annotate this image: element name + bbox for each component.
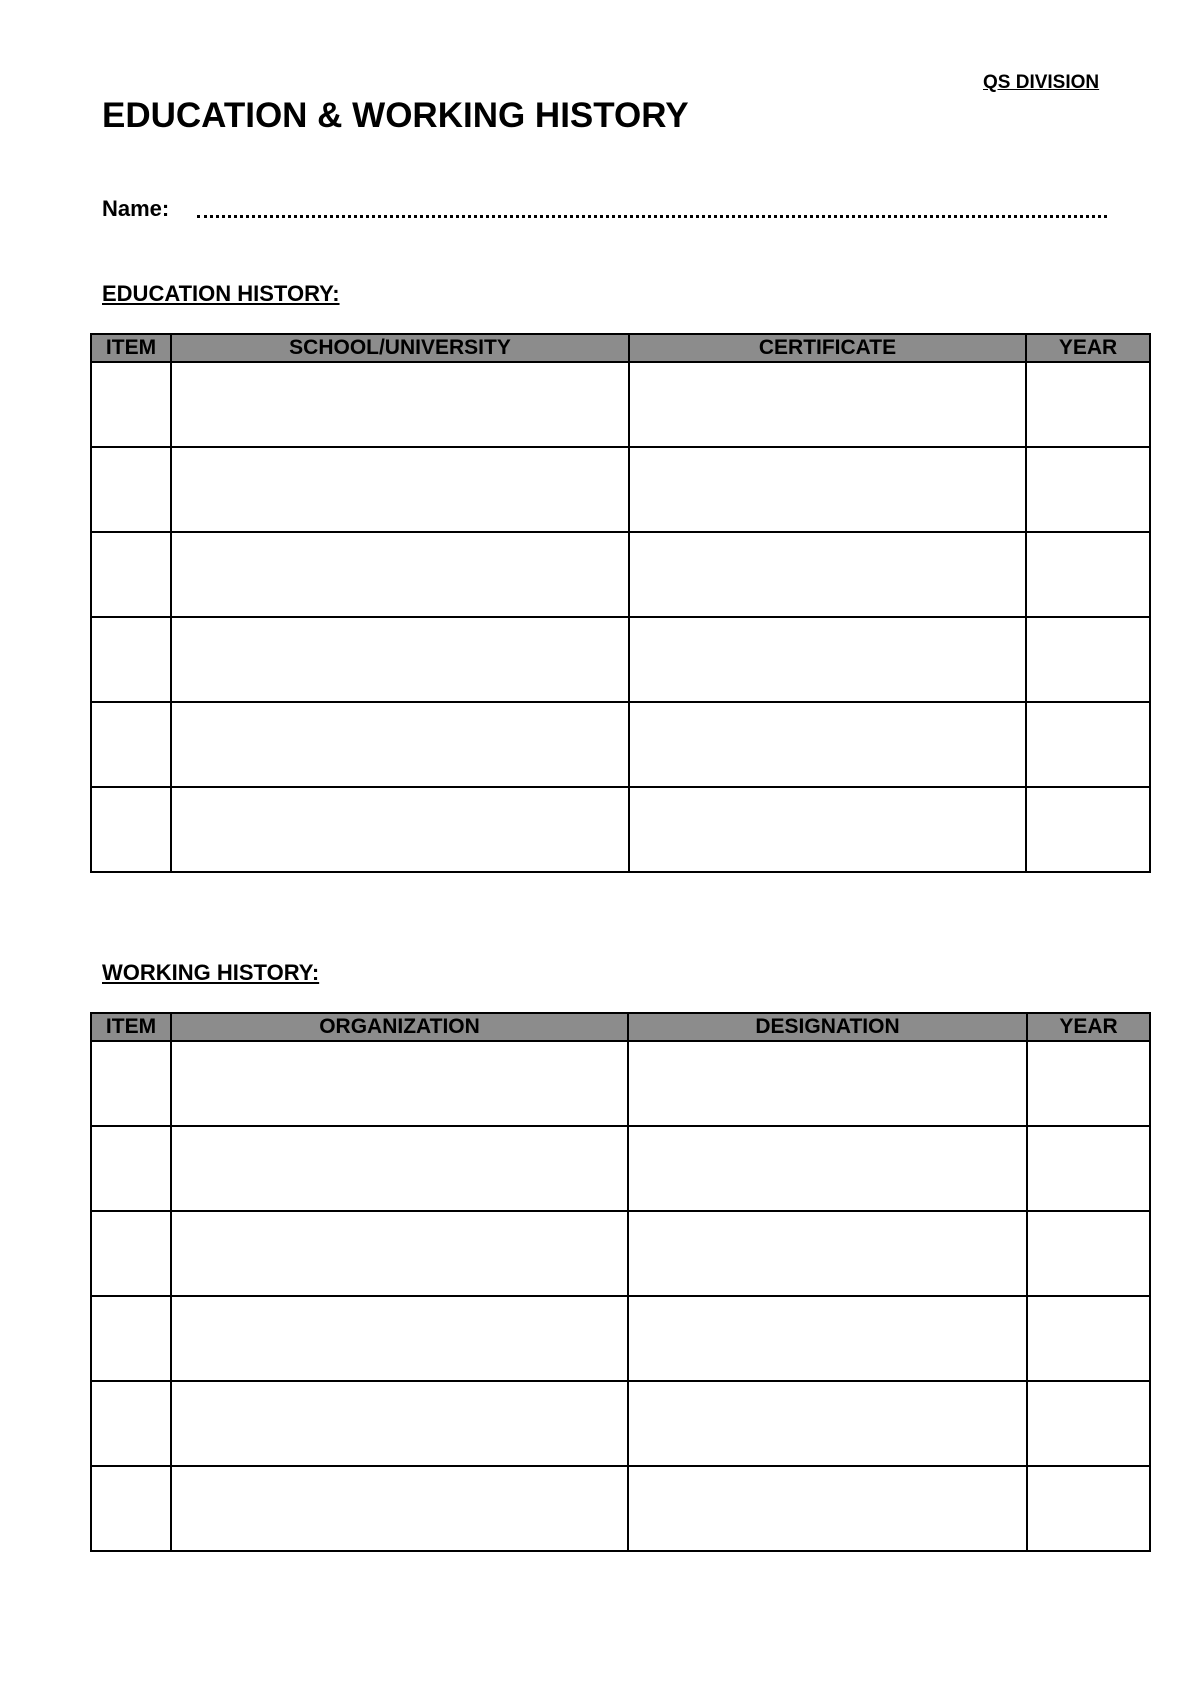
organization-cell[interactable]: [171, 1296, 628, 1381]
designation-cell[interactable]: [628, 1296, 1027, 1381]
school-university-cell[interactable]: [171, 532, 629, 617]
table-row: [91, 532, 1150, 617]
table-row: [91, 787, 1150, 872]
page-title: EDUCATION & WORKING HISTORY: [102, 96, 689, 135]
certificate-cell[interactable]: [629, 617, 1026, 702]
table-header-row: [91, 334, 1150, 362]
organization-cell[interactable]: [171, 1126, 628, 1211]
column-header-item: ITEM: [91, 1013, 171, 1041]
school-university-cell[interactable]: [171, 702, 629, 787]
working-section-title: WORKING HISTORY:: [102, 960, 320, 985]
item-cell[interactable]: [91, 1211, 171, 1296]
column-header-year: YEAR: [1027, 1013, 1150, 1041]
school-university-cell[interactable]: [171, 447, 629, 532]
column-header-certificate: CERTIFICATE: [629, 334, 1026, 362]
working-table: [90, 1012, 1151, 1552]
table-row: [91, 1211, 1150, 1296]
column-header-school-university: SCHOOL/UNIVERSITY: [171, 334, 629, 362]
item-cell[interactable]: [91, 702, 171, 787]
certificate-cell[interactable]: [629, 362, 1026, 447]
organization-cell[interactable]: [171, 1381, 628, 1466]
certificate-cell[interactable]: [629, 532, 1026, 617]
year-cell[interactable]: [1026, 362, 1150, 447]
table-header-row: [91, 1013, 1150, 1041]
item-cell[interactable]: [91, 1126, 171, 1211]
certificate-cell[interactable]: [629, 787, 1026, 872]
item-cell[interactable]: [91, 787, 171, 872]
designation-cell[interactable]: [628, 1211, 1027, 1296]
year-cell[interactable]: [1026, 447, 1150, 532]
table-row: [91, 617, 1150, 702]
item-cell[interactable]: [91, 447, 171, 532]
organization-cell[interactable]: [171, 1466, 628, 1551]
year-cell[interactable]: [1026, 702, 1150, 787]
item-cell[interactable]: [91, 362, 171, 447]
item-cell[interactable]: [91, 532, 171, 617]
organization-cell[interactable]: [171, 1211, 628, 1296]
name-row: [102, 196, 1107, 226]
table-row: [91, 702, 1150, 787]
year-cell[interactable]: [1027, 1296, 1150, 1381]
item-cell[interactable]: [91, 1296, 171, 1381]
column-header-designation: DESIGNATION: [628, 1013, 1027, 1041]
column-header-year: YEAR: [1026, 334, 1150, 362]
year-cell[interactable]: [1027, 1211, 1150, 1296]
name-field[interactable]: [197, 215, 1107, 218]
item-cell[interactable]: [91, 1381, 171, 1466]
year-cell[interactable]: [1026, 532, 1150, 617]
designation-cell[interactable]: [628, 1041, 1027, 1126]
column-header-organization: ORGANIZATION: [171, 1013, 628, 1041]
name-label: Name:: [102, 196, 170, 221]
year-cell[interactable]: [1027, 1466, 1150, 1551]
school-university-cell[interactable]: [171, 362, 629, 447]
school-university-cell[interactable]: [171, 617, 629, 702]
item-cell[interactable]: [91, 1466, 171, 1551]
education-section-title: EDUCATION HISTORY:: [102, 281, 340, 306]
designation-cell[interactable]: [628, 1381, 1027, 1466]
table-row: [91, 1041, 1150, 1126]
year-cell[interactable]: [1026, 787, 1150, 872]
year-cell[interactable]: [1027, 1381, 1150, 1466]
table-row: [91, 1296, 1150, 1381]
designation-cell[interactable]: [628, 1126, 1027, 1211]
division-label: QS DIVISION: [983, 72, 1100, 93]
item-cell[interactable]: [91, 617, 171, 702]
year-cell[interactable]: [1026, 617, 1150, 702]
organization-cell[interactable]: [171, 1041, 628, 1126]
certificate-cell[interactable]: [629, 702, 1026, 787]
school-university-cell[interactable]: [171, 787, 629, 872]
education-table: [90, 333, 1151, 873]
table-row: [91, 1466, 1150, 1551]
designation-cell[interactable]: [628, 1466, 1027, 1551]
table-row: [91, 1381, 1150, 1466]
certificate-cell[interactable]: [629, 447, 1026, 532]
item-cell[interactable]: [91, 1041, 171, 1126]
year-cell[interactable]: [1027, 1126, 1150, 1211]
column-header-item: ITEM: [91, 334, 171, 362]
year-cell[interactable]: [1027, 1041, 1150, 1126]
table-row: [91, 447, 1150, 532]
table-row: [91, 1126, 1150, 1211]
table-row: [91, 362, 1150, 447]
